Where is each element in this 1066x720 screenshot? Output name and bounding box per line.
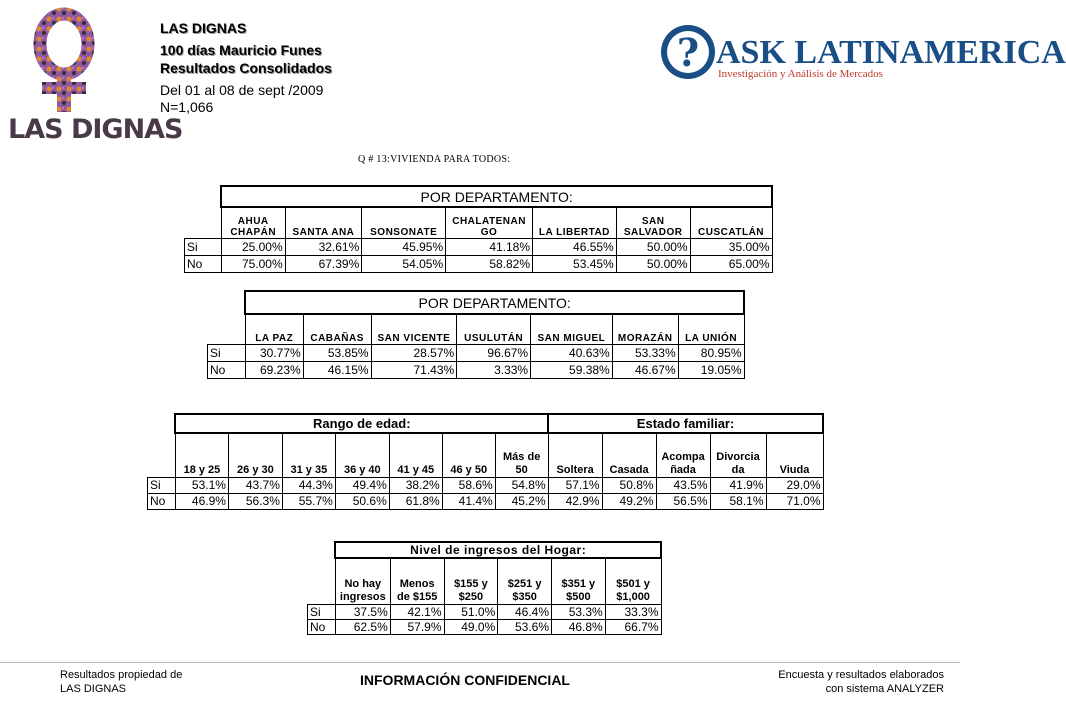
column-header: LA PAZ: [245, 314, 303, 344]
table-edad-estado: [147, 413, 824, 510]
cell: 19.05%: [678, 361, 744, 378]
column-header: LA LIBERTAD: [533, 207, 617, 238]
column-header: $501 y $1,000: [605, 558, 661, 604]
cell: 43.5%: [656, 477, 710, 493]
cell: 53.45%: [533, 255, 617, 272]
report-subtitle-2: Resultados Consolidados: [160, 60, 332, 76]
row-label: Si: [185, 238, 222, 255]
cell: 46.67%: [612, 361, 678, 378]
cell: 46.4%: [498, 604, 552, 619]
cell: 28.57%: [371, 344, 457, 361]
cell: 58.6%: [442, 477, 495, 493]
date-range: Del 01 al 08 de sept /2009: [160, 82, 324, 98]
table-ingresos: [307, 541, 662, 635]
column-header: Soltera: [548, 433, 602, 477]
cell: 41.4%: [442, 493, 495, 509]
table-row: [208, 344, 745, 361]
column-header-row: [308, 558, 662, 604]
ask-latinamerica-logo: [660, 18, 1066, 88]
footer-ownership-line2: LAS DIGNAS: [60, 683, 127, 695]
column-header: Viuda: [766, 433, 823, 477]
column-header: 26 y 30: [228, 433, 282, 477]
column-header: CABAÑAS: [303, 314, 371, 344]
cell: 29.0%: [766, 477, 823, 493]
column-header: SAN MIGUEL: [531, 314, 613, 344]
column-header: 31 y 35: [282, 433, 335, 477]
row-label: Si: [208, 344, 246, 361]
footer-divider: [0, 662, 960, 663]
cell: 44.3%: [282, 477, 335, 493]
cell: 54.8%: [495, 477, 548, 493]
cell: 42.1%: [390, 604, 444, 619]
column-header: SONSONATE: [362, 207, 446, 238]
cell: 41.18%: [446, 238, 533, 255]
cell: 62.5%: [335, 619, 390, 634]
cell: 38.2%: [389, 477, 442, 493]
cell: 49.0%: [444, 619, 498, 634]
cell: 45.95%: [362, 238, 446, 255]
report-subtitle: 100 días Mauricio Funes: [160, 42, 322, 58]
cell: 58.1%: [710, 493, 766, 509]
footer-credits-line2: con sistema ANALYZER: [825, 683, 944, 695]
cell: 49.4%: [335, 477, 389, 493]
report-title: LAS DIGNAS: [160, 20, 247, 36]
cell: 25.00%: [221, 238, 285, 255]
cell: 67.39%: [285, 255, 362, 272]
row-label: No: [308, 619, 336, 634]
cell: 46.9%: [175, 493, 228, 509]
cell: 96.67%: [457, 344, 531, 361]
column-header: LA UNIÓN: [678, 314, 744, 344]
cell: 32.61%: [285, 238, 362, 255]
table-row: [148, 477, 824, 493]
cell: 46.8%: [552, 619, 606, 634]
cell: 56.3%: [228, 493, 282, 509]
group-header: Nivel de ingresos del Hogar:: [335, 542, 661, 558]
column-header-row: [185, 207, 773, 238]
cell: 37.5%: [335, 604, 390, 619]
cell: 75.00%: [221, 255, 285, 272]
column-header: SANTA ANA: [285, 207, 362, 238]
column-header: $251 y $350: [498, 558, 552, 604]
brand-name: ASK LATINAMERICA: [716, 34, 1066, 71]
group-header: POR DEPARTAMENTO:: [221, 186, 772, 207]
cell: 51.0%: [444, 604, 498, 619]
cell: 57.9%: [390, 619, 444, 634]
column-header: 36 y 40: [335, 433, 389, 477]
column-header-row: [208, 314, 745, 344]
cell: 65.00%: [690, 255, 772, 272]
question-mark-icon: [660, 20, 716, 84]
column-header: SAN SALVADOR: [616, 207, 690, 238]
column-header: CUSCATLÁN: [690, 207, 772, 238]
column-header: 46 y 50: [442, 433, 495, 477]
cell: 71.43%: [371, 361, 457, 378]
column-header: MORAZÁN: [612, 314, 678, 344]
table-row: [308, 604, 662, 619]
column-header: Casada: [602, 433, 656, 477]
column-header-row: [148, 433, 824, 477]
column-header: $155 y $250: [444, 558, 498, 604]
cell: 53.1%: [175, 477, 228, 493]
cell: 43.7%: [228, 477, 282, 493]
table-row: [208, 361, 745, 378]
table-row: [185, 255, 773, 272]
cell: 49.2%: [602, 493, 656, 509]
cell: 69.23%: [245, 361, 303, 378]
column-header: AHUA CHAPÁN: [221, 207, 285, 238]
column-header: CHALATENAN GO: [446, 207, 533, 238]
cell: 50.8%: [602, 477, 656, 493]
las-dignas-logo: [6, 6, 183, 146]
cell: 40.63%: [531, 344, 613, 361]
cell: 45.2%: [495, 493, 548, 509]
logo-wordmark: LAS DIGNAS: [8, 114, 183, 145]
cell: 56.5%: [656, 493, 710, 509]
cell: 50.00%: [616, 255, 690, 272]
column-header: 18 y 25: [175, 433, 228, 477]
table-row: [308, 619, 662, 634]
row-label: No: [185, 255, 222, 272]
table-departamento-1: [184, 185, 773, 273]
table-row: [185, 238, 773, 255]
column-header: 41 y 45: [389, 433, 442, 477]
brand-tagline: Investigación y Análisis de Mercados: [718, 68, 883, 80]
venus-symbol-icon: [6, 6, 142, 114]
cell: 71.0%: [766, 493, 823, 509]
footer-confidential: INFORMACIÓN CONFIDENCIAL: [360, 672, 570, 688]
question-label: Q # 13:VIVIENDA PARA TODOS:: [358, 154, 511, 165]
cell: 61.8%: [389, 493, 442, 509]
cell: 41.9%: [710, 477, 766, 493]
svg-text:?: ?: [676, 30, 700, 75]
footer-credits: [700, 668, 944, 696]
column-header: No hay ingresos: [335, 558, 390, 604]
cell: 35.00%: [690, 238, 772, 255]
column-header: SAN VICENTE: [371, 314, 457, 344]
column-header: Divorcia da: [710, 433, 766, 477]
cell: 50.6%: [335, 493, 389, 509]
cell: 30.77%: [245, 344, 303, 361]
column-header: USULUTÁN: [457, 314, 531, 344]
cell: 80.95%: [678, 344, 744, 361]
cell: 54.05%: [362, 255, 446, 272]
footer-credits-line1: Encuesta y resultados elaborados: [778, 669, 944, 681]
row-label: No: [148, 493, 176, 509]
cell: 66.7%: [605, 619, 661, 634]
sample-size: N=1,066: [160, 99, 214, 115]
group-header-age: Rango de edad:: [175, 414, 548, 433]
group-header: POR DEPARTAMENTO:: [245, 291, 744, 314]
column-header: $351 y $500: [552, 558, 606, 604]
cell: 46.15%: [303, 361, 371, 378]
cell: 53.3%: [552, 604, 606, 619]
table-departamento-2: [207, 290, 745, 379]
cell: 33.3%: [605, 604, 661, 619]
cell: 55.7%: [282, 493, 335, 509]
table-row: [148, 493, 824, 509]
cell: 3.33%: [457, 361, 531, 378]
footer-ownership-line1: Resultados propiedad de: [60, 669, 183, 681]
cell: 59.38%: [531, 361, 613, 378]
row-label: Si: [148, 477, 176, 493]
column-header: Acompa ñada: [656, 433, 710, 477]
column-header: Menos de $155: [390, 558, 444, 604]
group-header-family: Estado familiar:: [548, 414, 823, 433]
cell: 57.1%: [548, 477, 602, 493]
footer-ownership: [60, 668, 182, 696]
row-label: Si: [308, 604, 336, 619]
cell: 53.33%: [612, 344, 678, 361]
cell: 50.00%: [616, 238, 690, 255]
cell: 58.82%: [446, 255, 533, 272]
cell: 53.85%: [303, 344, 371, 361]
cell: 46.55%: [533, 238, 617, 255]
column-header: Más de 50: [495, 433, 548, 477]
cell: 42.9%: [548, 493, 602, 509]
row-label: No: [208, 361, 246, 378]
cell: 53.6%: [498, 619, 552, 634]
